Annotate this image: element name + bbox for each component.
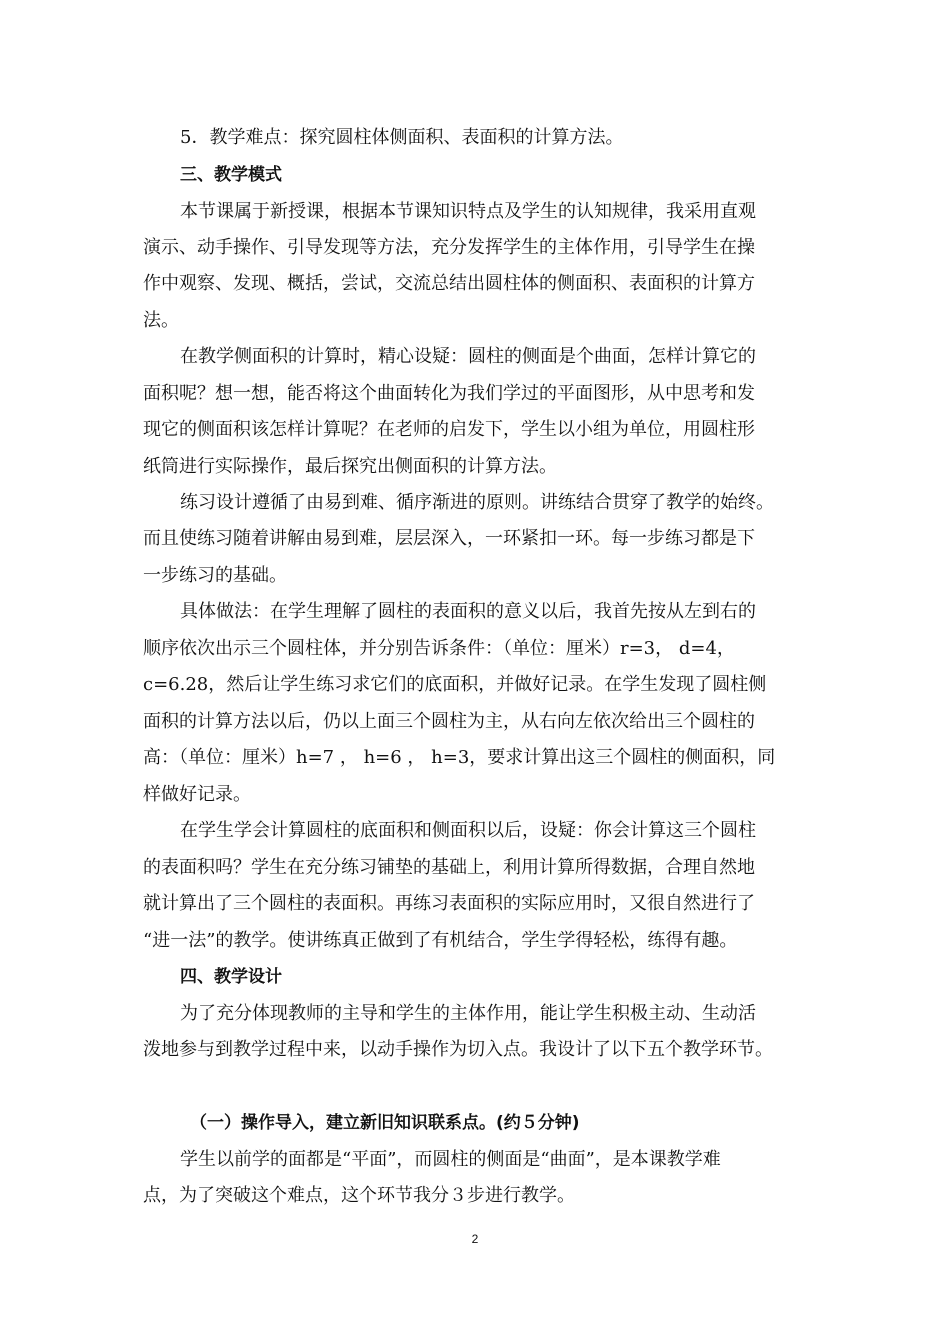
text-line: 在学生学会计算圆柱的底面积和侧面积以后，设疑：你会计算这三个圆柱: [180, 820, 756, 841]
text-line: 样做好记录。: [143, 784, 251, 805]
text-line: 就计算出了三个圆柱的表面积。再练习表面积的实际应用时，又很自然进行了: [143, 893, 755, 914]
text-line: 泼地参与到教学过程中来，以动手操作为切入点。我设计了以下五个教学环节。: [143, 1039, 773, 1060]
text-line: 一步练习的基础。: [143, 565, 287, 586]
text-line: 法。: [143, 310, 179, 331]
text-line: c=6.28，然后让学生练习求它们的底面积，并做好记录。在学生发现了圆柱侧: [143, 674, 767, 695]
text-line: 在教学侧面积的计算时，精心设疑：圆柱的侧面是个曲面，怎样计算它的: [180, 346, 756, 367]
text-line: 本节课属于新授课，根据本节课知识特点及学生的认知规律，我采用直观: [180, 201, 756, 222]
text-line: 高：（单位：厘米）h=7 ， h=6 ， h=3，要求计算出这三个圆柱的侧面积，同: [143, 747, 776, 768]
text-line: 的表面积吗？学生在充分练习铺垫的基础上，利用计算所得数据，合理自然地: [143, 857, 755, 878]
text-line: 演示、动手操作、引导发现等方法，充分发挥学生的主体作用，引导学生在操: [143, 237, 755, 258]
text-line: 练习设计遵循了由易到难、循序渐进的原则。讲练结合贯穿了教学的始终。: [180, 492, 774, 513]
section-heading: 三、教学模式: [180, 165, 282, 185]
text-line: 而且使练习随着讲解由易到难，层层深入，一环紧扣一环。每一步练习都是下: [143, 528, 755, 549]
text-line: 面积呢？想一想，能否将这个曲面转化为我们学过的平面图形，从中思考和发: [143, 383, 755, 404]
text-line: 点，为了突破这个难点，这个环节我分３步进行教学。: [143, 1185, 575, 1206]
subsection-heading: （一）操作导入，建立新旧知识联系点。(约５分钟): [190, 1113, 580, 1133]
text-line: 为了充分体现教师的主导和学生的主体作用，能让学生积极主动、生动活: [180, 1003, 756, 1024]
page-number: 2: [471, 1232, 479, 1246]
text-line: 作中观察、发现、概括，尝试，交流总结出圆柱体的侧面积、表面积的计算方: [143, 273, 755, 294]
text-line: 具体做法：在学生理解了圆柱的表面积的意义以后，我首先按从左到右的: [180, 601, 756, 622]
text-line: 5．教学难点：探究圆柱体侧面积、表面积的计算方法。: [180, 127, 624, 148]
section-heading: 四、教学设计: [180, 967, 282, 987]
text-line: 面积的计算方法以后，仍以上面三个圆柱为主，从右向左依次给出三个圆柱的: [143, 711, 755, 732]
text-line: 顺序依次出示三个圆柱体，并分别告诉条件：（单位：厘米）r=3， d=4，: [143, 638, 735, 659]
text-line: 纸筒进行实际操作，最后探究出侧面积的计算方法。: [143, 456, 557, 477]
text-line: “进一法”的教学。使讲练真正做到了有机结合，学生学得轻松，练得有趣。: [143, 930, 738, 951]
text-line: 学生以前学的面都是“平面”，而圆柱的侧面是“曲面”，是本课教学难: [180, 1149, 721, 1170]
text-line: 现它的侧面积该怎样计算呢？在老师的启发下，学生以小组为单位，用圆柱形: [143, 419, 755, 440]
